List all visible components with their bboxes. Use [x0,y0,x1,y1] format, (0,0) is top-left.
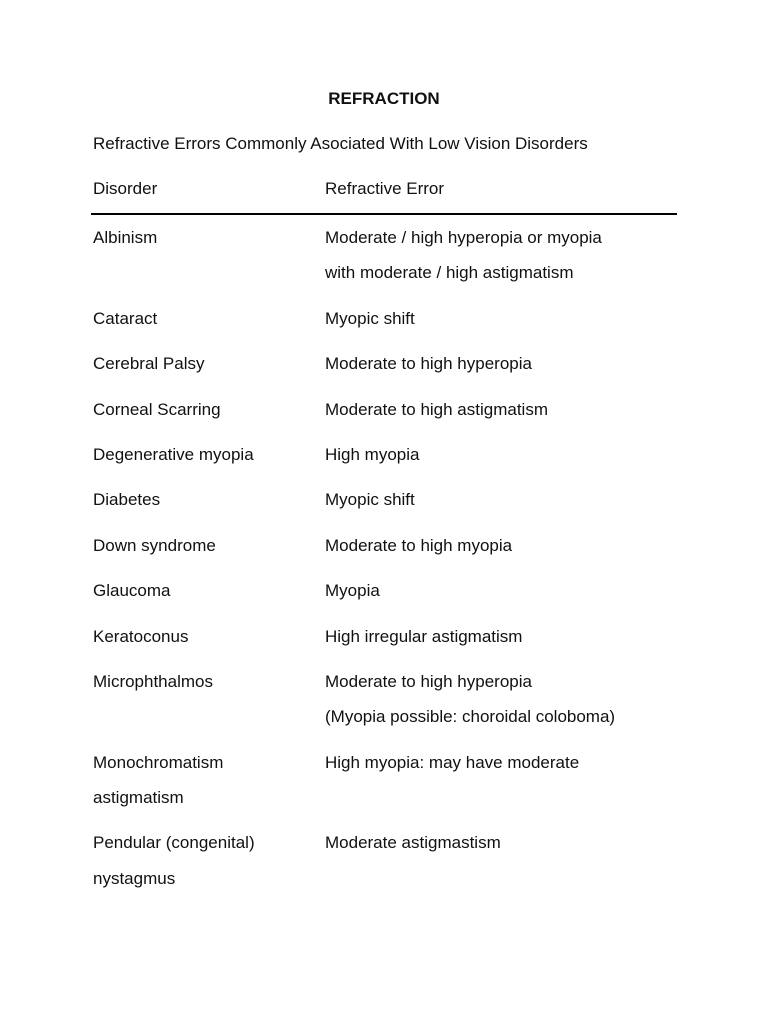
disorder-cell [93,489,325,511]
table-row [93,444,693,466]
refractive-error-text: Moderate / high hyperopia or myopia [325,228,602,247]
disorder-text: Diabetes [93,490,161,510]
refractive-error-text: High myopia: may have moderate [325,752,580,772]
refractive-error-cell [325,626,665,648]
refractive-error-text [325,868,665,890]
refractive-error-cell [325,444,665,466]
page-title: REFRACTION [328,89,440,108]
refractive-error-cell [325,832,665,889]
table-row [93,535,693,557]
disorder-cell [93,308,325,330]
table-row [93,489,693,511]
disorder-text: Cerebral Palsy [93,354,205,374]
table-caption: Refractive Errors Commonly Asociated With Low Vision Disorders [93,134,588,153]
table-row [93,671,693,728]
refractive-error-text: Moderate to high astigmatism [325,399,548,419]
refractive-error-cell [325,535,665,557]
refractive-error-text: Myopic shift [325,490,415,510]
disorder-text: Monochromatism [93,752,224,772]
disorder-text [93,262,325,284]
refractive-error-text: Moderate to high myopia [325,535,513,555]
disorder-text: Glaucoma [93,581,171,601]
refractive-error-text: Moderate astigmastism [325,833,501,853]
disorder-text: Microphthalmos [93,671,213,691]
disorder-text [93,706,325,728]
refractive-error-cell [325,353,665,375]
disorder-text: Down syndrome [93,535,216,555]
table-row [93,353,693,375]
column-header-disorder: Disorder [93,179,158,198]
disorder-cell [93,752,325,809]
disorder-cell [93,626,325,648]
refractive-error-text: Myopic shift [325,308,415,328]
table-row [93,227,693,284]
disorder-cell [93,444,325,466]
disorder-cell [93,832,325,889]
disorder-cell [93,399,325,421]
disorder-text: Degenerative myopia [93,444,254,464]
disorder-text: Keratoconus [93,626,189,646]
disorder-cell [93,227,325,284]
table-body [93,227,693,913]
refractive-error-cell [325,671,665,728]
table-row [93,832,693,889]
disorder-cell [93,535,325,557]
refractive-error-cell [325,489,665,511]
table-row [93,752,693,809]
refractive-error-cell [325,308,665,330]
table-row [93,626,693,648]
refractive-error-text: High myopia [325,444,420,464]
table-row [93,399,693,421]
refractive-error-cell [325,227,665,284]
disorder-text: Cataract [93,308,158,328]
disorder-cell [93,671,325,728]
refractive-error-text: Moderate to high hyperopia [325,354,532,374]
disorder-text: astigmatism [93,788,184,808]
disorder-text: Albinism [93,228,158,247]
refractive-error-cell [325,399,665,421]
table-header-row [93,178,677,200]
disorder-text: Pendular (congenital) [93,833,255,853]
disorder-cell [93,353,325,375]
refractive-error-text: Myopia [325,581,380,601]
refractive-error-text [325,787,665,809]
table-row [93,308,693,330]
header-divider [91,213,677,215]
refractive-error-cell [325,580,665,602]
disorder-text: nystagmus [93,868,176,888]
refractive-error-cell [325,752,665,809]
table-row [93,580,693,602]
disorder-cell [93,580,325,602]
refractive-error-text: (Myopia possible: choroidal coloboma) [325,707,616,727]
column-header-refractive-error: Refractive Error [325,179,445,198]
refractive-error-text: High irregular astigmatism [325,626,523,646]
refractive-error-text: Moderate to high hyperopia [325,671,532,691]
disorder-text: Corneal Scarring [93,399,221,419]
refractive-error-text: with moderate / high astigmatism [325,263,574,283]
